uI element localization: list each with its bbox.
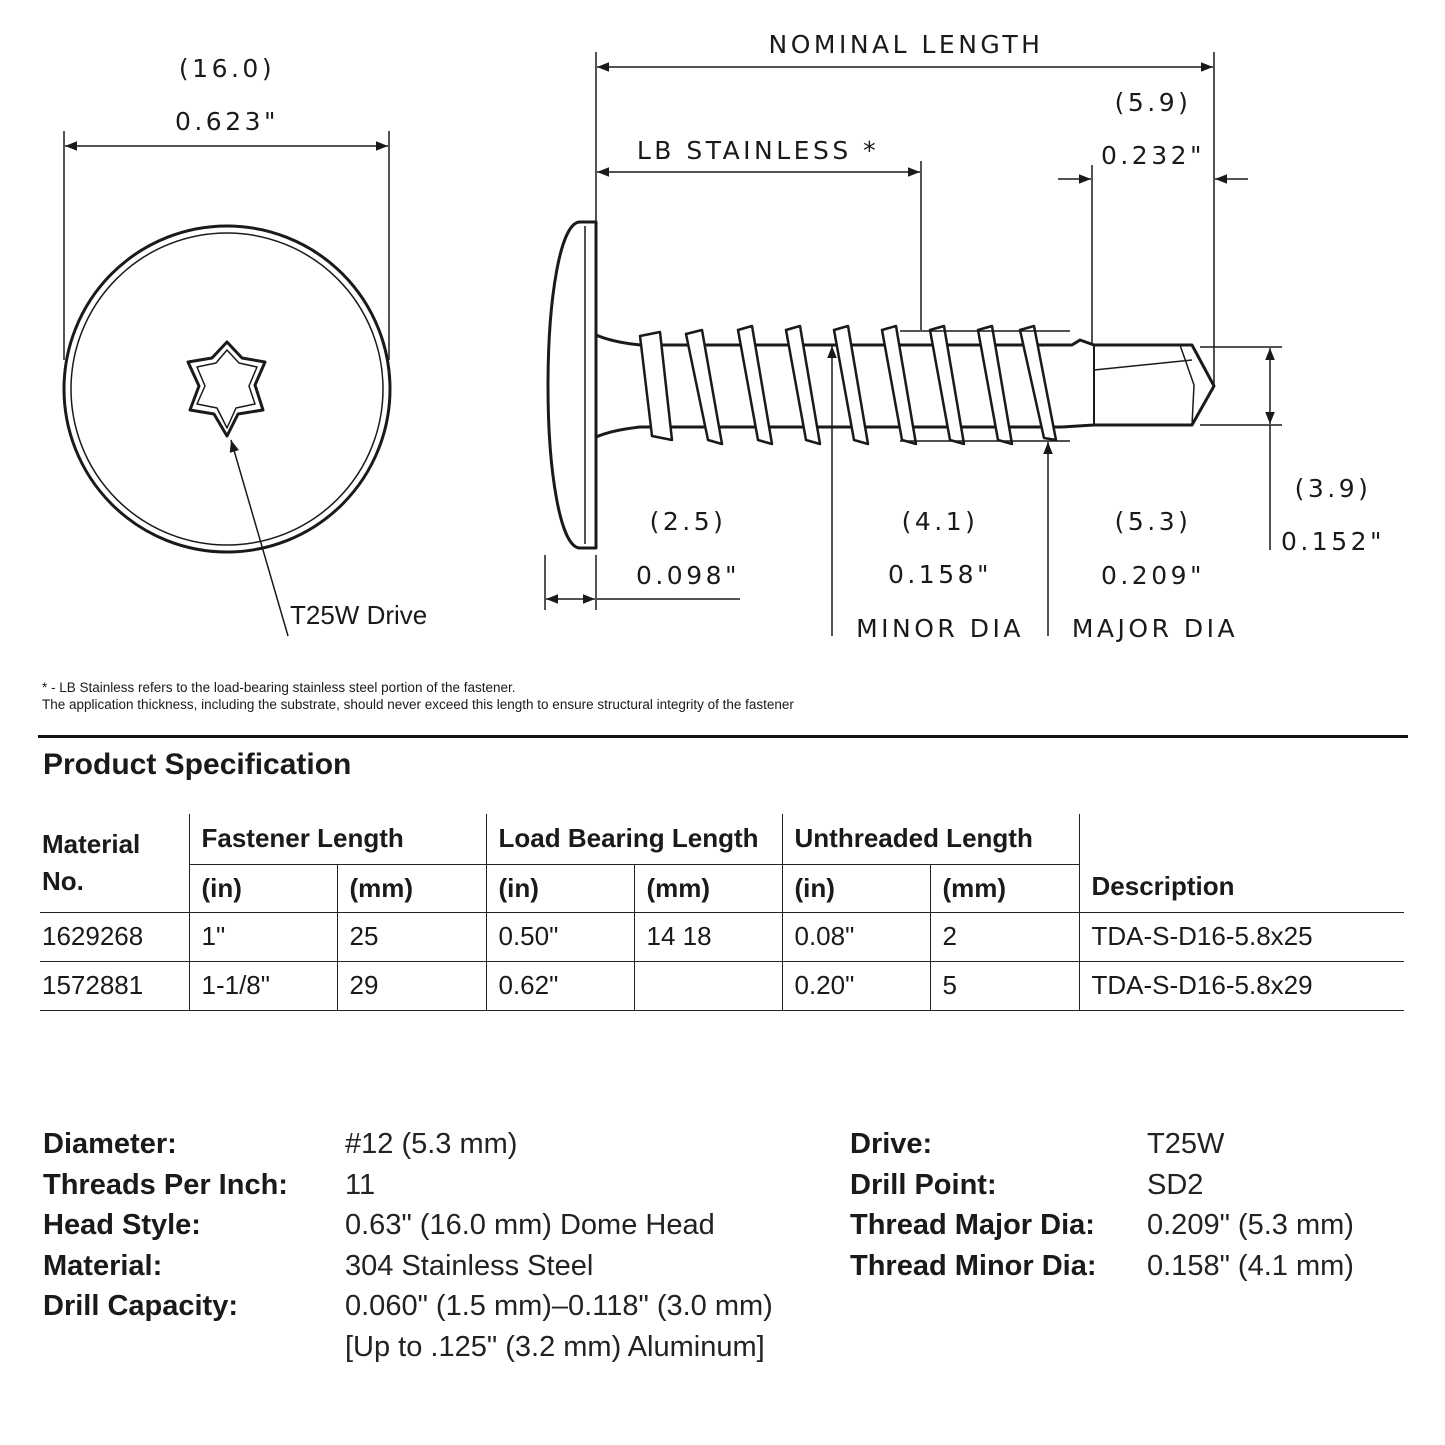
property-label: Thread Minor Dia: — [850, 1249, 1097, 1282]
point-length-in: 0.232" — [1100, 141, 1206, 170]
header-ul-mm: (mm) — [930, 864, 1079, 912]
property-value: 0.158" (4.1 mm) — [1147, 1249, 1354, 1282]
cell-lb-mm: 14 18 — [634, 912, 782, 961]
major-dia-label: MAJOR DIA — [1071, 614, 1239, 643]
property-value: 0.060" (1.5 mm)–0.118" (3.0 mm) — [345, 1290, 773, 1322]
header-lb-in: (in) — [486, 864, 634, 912]
property-value: 11 — [345, 1168, 376, 1201]
product-spec-title: Product Specification — [43, 748, 352, 781]
cell-fl-mm: 25 — [337, 912, 486, 961]
head-dia-in: 0.623" — [174, 107, 280, 136]
footnote-line-2: The application thickness, including the substrate, should never exceed this length to ensure structural integrity of the fastener — [42, 697, 794, 712]
drive-leader — [231, 440, 288, 636]
property-label — [43, 1327, 345, 1368]
cell-fl-in: 1" — [189, 912, 337, 961]
table-row — [40, 912, 1404, 961]
property-label: Thread Major Dia: — [850, 1209, 1095, 1241]
cell-ul-mm: 5 — [930, 961, 1079, 1010]
cell-description: TDA-S-D16-5.8x29 — [1079, 961, 1404, 1010]
nominal-length-label: NOMINAL LENGTH — [768, 30, 1044, 59]
property-value: 0.63" (16.0 mm) Dome Head — [345, 1209, 715, 1241]
property-row — [43, 1205, 773, 1246]
head-dia-mm: (16.0) — [178, 54, 276, 83]
header-fastener-length: Fastener Length — [189, 814, 486, 864]
property-row — [43, 1286, 773, 1327]
section-divider — [38, 735, 1408, 738]
screw-side-view — [545, 30, 1385, 643]
property-value: [Up to .125" (3.2 mm) Aluminum] — [345, 1330, 765, 1363]
table-row — [40, 961, 1404, 1010]
cell-lb-in: 0.50" — [486, 912, 634, 961]
point-dia-in: 0.152" — [1280, 527, 1386, 556]
header-material: Material No. — [42, 828, 141, 896]
header-fl-mm: (mm) — [337, 864, 486, 912]
property-label: Head Style: — [43, 1209, 201, 1241]
cell-lb-in: 0.62" — [486, 961, 634, 1010]
property-row — [43, 1124, 773, 1165]
drill-point — [1062, 340, 1214, 427]
head-inner-circle — [71, 233, 383, 545]
property-row — [43, 1246, 773, 1287]
unthreaded-mm: (2.5) — [649, 507, 727, 536]
property-value: T25W — [1147, 1128, 1225, 1160]
property-label: Drive: — [850, 1128, 933, 1160]
cell-material: 1572881 — [40, 961, 189, 1010]
property-label: Threads Per Inch: — [43, 1168, 288, 1201]
cell-fl-in: 1-1/8" — [189, 961, 337, 1010]
cell-ul-in: 0.08" — [782, 912, 930, 961]
unthreaded-in: 0.098" — [635, 561, 741, 590]
header-load-bearing: Load Bearing Length — [486, 814, 782, 864]
property-row — [850, 1165, 1354, 1206]
cell-lb-mm — [634, 961, 782, 1010]
properties-left — [43, 1124, 773, 1367]
point-dia-mm: (3.9) — [1294, 474, 1372, 503]
minor-dia-mm: (4.1) — [901, 507, 979, 536]
header-lb-mm: (mm) — [634, 864, 782, 912]
head-top-view — [64, 54, 427, 636]
header-unthreaded: Unthreaded Length — [782, 814, 1079, 864]
property-label: Drill Point: — [850, 1168, 997, 1201]
torx-drive-icon — [188, 342, 265, 436]
drive-label: T25W Drive — [290, 600, 428, 630]
property-value: 0.209" (5.3 mm) — [1147, 1209, 1354, 1241]
cell-ul-in: 0.20" — [782, 961, 930, 1010]
head-outer-circle — [64, 226, 390, 552]
property-value: #12 (5.3 mm) — [345, 1128, 518, 1160]
property-row — [43, 1165, 773, 1206]
header-ul-in: (in) — [782, 864, 930, 912]
screw-head — [548, 222, 596, 548]
torx-drive-inner — [197, 350, 257, 428]
property-value: SD2 — [1147, 1168, 1204, 1201]
header-description: Description — [1079, 814, 1404, 912]
header-fl-in: (in) — [189, 864, 337, 912]
footnote-line-1: * - LB Stainless refers to the load-bearing stainless steel portion of the fastener. — [42, 680, 516, 695]
major-dia-mm: (5.3) — [1114, 507, 1192, 536]
lb-stainless-label: LB STAINLESS * — [636, 136, 880, 165]
property-row — [850, 1246, 1354, 1287]
cell-description: TDA-S-D16-5.8x25 — [1079, 912, 1404, 961]
cell-material: 1629268 — [40, 912, 189, 961]
property-row — [850, 1124, 1354, 1165]
property-label: Drill Capacity: — [43, 1290, 238, 1322]
minor-dia-in: 0.158" — [887, 560, 993, 589]
property-value: 304 Stainless Steel — [345, 1249, 594, 1282]
point-length-mm: (5.9) — [1114, 88, 1192, 117]
property-row — [850, 1205, 1354, 1246]
property-label: Diameter: — [43, 1128, 177, 1160]
cell-fl-mm: 29 — [337, 961, 486, 1010]
properties-right — [850, 1124, 1354, 1286]
property-label: Material: — [43, 1249, 163, 1282]
major-dia-in: 0.209" — [1100, 561, 1206, 590]
minor-dia-label: MINOR DIA — [856, 614, 1024, 643]
spec-table — [40, 814, 1404, 1011]
fastener-drawing — [0, 0, 1445, 670]
property-row — [43, 1327, 773, 1368]
footnote — [42, 679, 794, 713]
cell-ul-mm: 2 — [930, 912, 1079, 961]
